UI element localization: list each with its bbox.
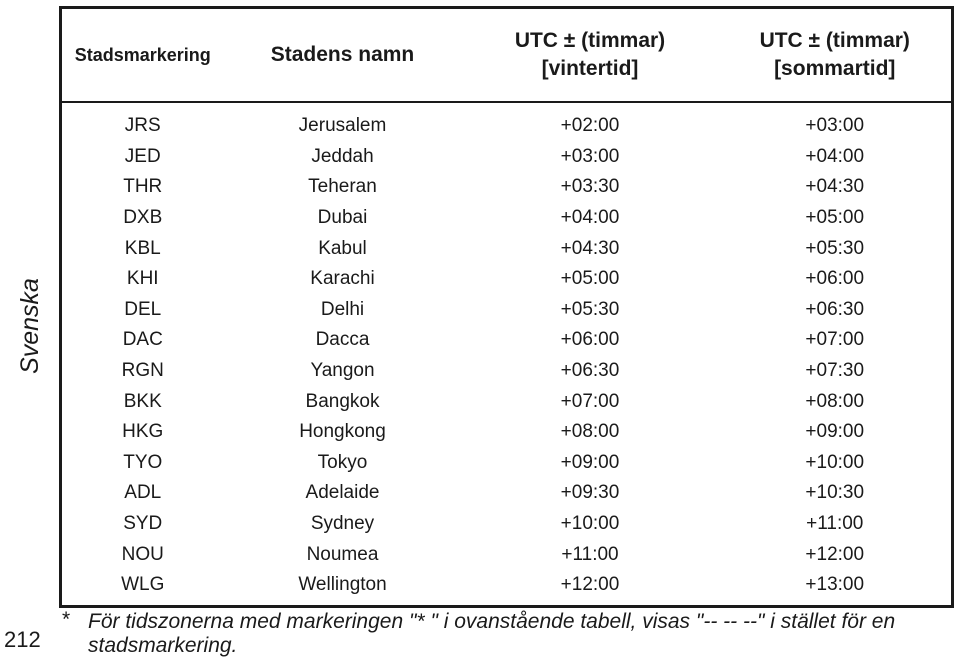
header-utc-winter-line2: [vintertid] [541,57,639,80]
city-name-cell: Kabul [318,237,367,259]
city-name-cell: Dubai [317,207,368,229]
city-name-cell: Tokyo [317,451,368,473]
utc-summer-cell: +08:00 [805,390,865,412]
city-name-cell: Wellington [298,574,387,596]
city-code-cell: KHI [126,268,159,290]
header-city-name: Stadens namn [224,8,462,103]
utc-summer-cell: +10:00 [805,451,865,473]
table-row [61,386,953,417]
utc-summer-cell: +06:00 [805,268,865,290]
table-row [61,102,953,142]
footnote-marker: * [62,608,71,631]
utc-summer-cell: +11:00 [806,513,864,535]
header-utc-winter [462,8,719,103]
city-code-cell: THR [123,176,163,198]
city-code-cell: RGN [121,360,164,382]
language-side-label: Svenska [16,278,44,374]
city-code-cell: WLG [121,574,165,596]
timezone-table [59,6,954,608]
utc-summer-cell: +13:00 [805,574,865,596]
table-row [61,509,953,540]
city-code-cell: TYO [123,451,163,473]
utc-winter-cell: +02:00 [560,115,620,137]
city-code-cell: JED [124,145,161,167]
city-name-cell: Yangon [310,360,375,382]
table-row [61,417,953,448]
city-name-cell: Noumea [306,543,379,565]
city-code-cell: JRS [124,115,161,137]
city-code-cell: DAC [122,329,163,351]
utc-winter-cell: +05:00 [560,268,620,290]
city-name-cell: Bangkok [305,390,380,412]
utc-winter-cell: +04:30 [560,237,620,259]
city-name-cell: Teheran [308,176,377,198]
city-code-cell: SYD [123,513,163,535]
header-utc-summer [719,8,953,103]
utc-summer-cell: +06:30 [805,298,865,320]
utc-winter-cell: +12:00 [560,574,620,596]
utc-winter-cell: +07:00 [560,390,620,412]
table-header [61,8,953,103]
city-code-cell: HKG [122,421,164,443]
utc-winter-cell: +08:00 [560,421,620,443]
city-name-cell: Jeddah [311,145,374,167]
header-city-code: Stadsmarkering [61,8,224,103]
table-row [61,448,953,479]
table-row [61,539,953,570]
page-number: 212 [4,627,41,652]
city-code-cell: DXB [123,207,163,229]
header-utc-winter-line1: UTC ± (timmar) [514,29,666,52]
utc-winter-cell: +09:30 [560,482,620,504]
footnote [62,610,957,658]
utc-winter-cell: +09:00 [560,451,620,473]
utc-winter-cell: +03:30 [560,176,620,198]
utc-winter-cell: +06:00 [560,329,620,351]
utc-winter-cell: +06:30 [560,360,620,382]
utc-winter-cell: +04:00 [560,207,620,229]
utc-winter-cell: +05:30 [560,298,620,320]
table-body [61,102,953,606]
city-code-cell: DEL [124,298,162,320]
city-code-cell: NOU [121,543,164,565]
city-code-cell: BKK [123,390,162,412]
utc-summer-cell: +12:00 [805,543,865,565]
city-name-cell: Delhi [320,298,365,320]
table-row [61,233,953,264]
city-name-cell: Dacca [315,329,370,351]
utc-summer-cell: +04:00 [805,145,865,167]
footnote-text: För tidszonerna med markeringen "* " i ovanstående tabell, visas "-- -- --" i stället för en stadsmarkering. [88,610,896,657]
table-row [61,570,953,606]
table-row [61,325,953,356]
table-row [61,264,953,295]
table-row [61,142,953,173]
utc-winter-cell: +11:00 [561,543,619,565]
header-utc-summer-line2: [sommartid] [774,57,896,80]
city-code-cell: ADL [124,482,162,504]
city-name-cell: Jerusalem [298,115,387,137]
utc-summer-cell: +05:00 [805,207,865,229]
table-row [61,172,953,203]
utc-summer-cell: +10:30 [805,482,865,504]
utc-winter-cell: +03:00 [560,145,620,167]
header-utc-summer-line1: UTC ± (timmar) [759,29,910,52]
city-name-cell: Hongkong [299,421,386,443]
table-row [61,478,953,509]
utc-winter-cell: +10:00 [560,513,620,535]
table-row [61,356,953,387]
city-name-cell: Sydney [310,513,375,535]
utc-summer-cell: +09:00 [805,421,865,443]
city-name-cell: Karachi [310,268,375,290]
table-row [61,295,953,326]
utc-summer-cell: +04:30 [805,176,865,198]
utc-summer-cell: +07:00 [805,329,865,351]
utc-summer-cell: +05:30 [805,237,865,259]
table-row [61,203,953,234]
city-name-cell: Adelaide [305,482,380,504]
utc-summer-cell: +03:00 [805,115,865,137]
city-code-cell: KBL [124,237,161,259]
utc-summer-cell: +07:30 [805,360,865,382]
